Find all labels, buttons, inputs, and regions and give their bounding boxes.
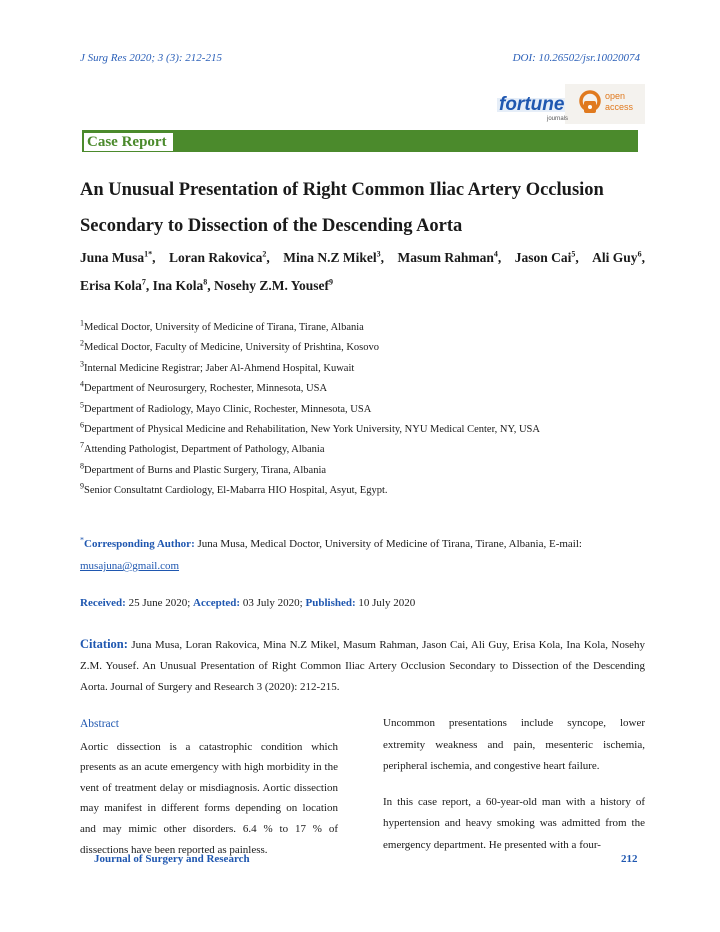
affiliation: $^1$Medical Doctor, University of Medicine of Tirana, Tirane, Albania <box>80 318 364 333</box>
citation-text: Juna Musa, Loran Rakovica, Mina N.Z Mikel, Masum Rahman, Jason Cai, Ali Guy, Erisa Kola, Ina Kola, Nosehy Z.M. Yousef. An Unusual Presentation of Right Common Iliac Artery Occlusion Secondary to Dissection of the Descending Aorta. Journal of Surgery and Research 3 (2020): 212-215. <box>80 639 645 693</box>
article-dates <box>80 597 415 609</box>
body-paragraph-2: In this case report, a 60-year-old man with a history of hypertension and heavy smoking was admitted from the emergency department. He presented with a four- <box>383 795 645 851</box>
abstract-text: Aortic dissection is a catastrophic condition which presents as an acute emergency with high morbidity in the vent of treatment delay or misdiagnosis. Aortic dissection may manifest in different forms depending on location and may mimic other disorders. 6.4 % to 17 % of dissections have been reported as painless. <box>80 740 338 856</box>
corresponding-label: Corresponding Author: <box>84 538 195 550</box>
logo-sub: journals <box>547 116 569 122</box>
author-line-2 <box>80 272 645 300</box>
logo-graphic <box>495 84 645 124</box>
author: Nosehy Z.M. Yousef$^9$ <box>214 277 334 293</box>
title-line-1: An Unusual Presentation of Right Common Iliac Artery Occlusion <box>80 180 604 200</box>
citation <box>80 634 645 698</box>
author: Ina Kola$^8$, <box>152 277 215 293</box>
received-label: Received: <box>80 597 126 609</box>
citation-label: Citation: <box>80 637 128 651</box>
affiliation: $^2$Medical Doctor, Faculty of Medicine, University of Prishtina, Kosovo <box>80 338 379 354</box>
body-paragraph-1: Uncommon presentations include syncope, lower extremity weakness and pain, mesenteric ischemia, peripheral ischemia, and congestive heart failure. <box>383 717 645 772</box>
affiliation: $^8$Department of Burns and Plastic Surgery, Tirana, Albania <box>80 461 327 476</box>
affiliation: $^6$Department of Physical Medicine and Rehabilitation, New York University, NYU Medical Center, NY, USA <box>80 420 540 436</box>
title-line-2: Secondary to Dissection of the Descending Aorta <box>80 216 463 236</box>
accepted-label: Accepted: <box>193 597 241 609</box>
footer-journal: Journal of Surgery and Research <box>94 853 250 865</box>
affiliation: $^7$Attending Pathologist, Department of Pathology, Albania <box>80 440 325 456</box>
logo-brand: fortune <box>499 94 565 115</box>
author: Mina N.Z Mikel$^3$, <box>283 249 384 265</box>
affiliation-list <box>80 318 650 502</box>
journal-reference: J Surg Res 2020; 3 (3): 212-215 <box>80 52 222 64</box>
author-list <box>80 244 645 300</box>
corresponding-email-link[interactable]: musajuna@gmail.com <box>80 560 180 572</box>
page-number: 212 <box>621 853 638 865</box>
published-date: 10 July 2020 <box>355 597 416 609</box>
affiliation: $^3$Internal Medicine Registrar; Jaber Al-Ahmend Hospital, Kuwait <box>80 359 355 374</box>
section-label: Case Report <box>84 133 173 151</box>
body-right-column <box>383 713 645 856</box>
logo-access: access <box>605 102 634 112</box>
corresponding-text: Juna Musa, Medical Doctor, University of Medicine of Tirana, Tirane, Albania, E-mail: <box>194 538 582 550</box>
author: Juna Musa$^{1*}$, <box>80 249 156 265</box>
corresponding-star: * <box>80 535 84 545</box>
affiliation: $^4$Department of Neurosurgery, Rochester, Minnesota, USA <box>80 379 328 395</box>
affiliation: $^9$Senior Consultatnt Cardiology, El-Mabarra HIO Hospital, Asyut, Egypt. <box>80 481 388 497</box>
author: Masum Rahman$^4$, <box>397 249 502 265</box>
corresponding-author <box>80 533 645 577</box>
author: Ali Guy$^6$, <box>592 249 645 265</box>
affiliation: $^5$Department of Radiology, Mayo Clinic, Rochester, Minnesota, USA <box>80 400 372 415</box>
author: Erisa Kola$^7$, <box>80 277 153 293</box>
accepted-date: 03 July 2020; <box>240 597 306 609</box>
author: Jason Cai$^5$, <box>514 249 579 265</box>
doi[interactable]: DOI: 10.26502/jsr.10020074 <box>512 52 640 64</box>
logo-open: open <box>605 91 626 101</box>
article-title <box>80 172 650 244</box>
section-band <box>82 130 638 152</box>
abstract-heading: Abstract <box>80 718 119 730</box>
author-line-1 <box>80 244 645 272</box>
fortune-journals-logo <box>495 84 645 124</box>
abstract-column <box>80 714 338 860</box>
published-label: Published: <box>305 597 356 609</box>
author: Loran Rakovica$^2$, <box>169 249 270 265</box>
received-date: 25 June 2020; <box>125 597 194 609</box>
